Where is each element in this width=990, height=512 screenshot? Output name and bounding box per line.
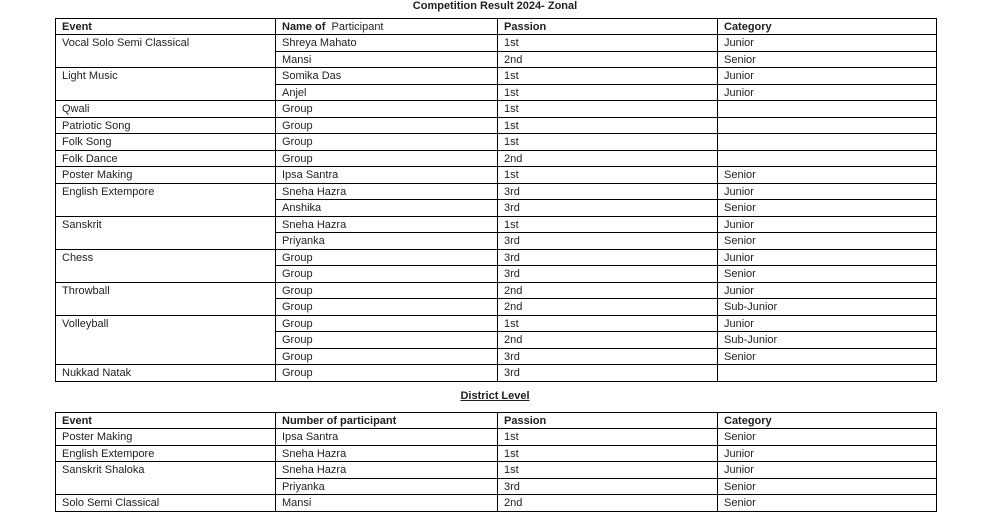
- table-row: [56, 167, 937, 184]
- category-cell: Senior: [718, 200, 937, 217]
- passion-cell: 2nd: [498, 51, 718, 68]
- category-cell: Junior: [718, 183, 937, 200]
- category-cell: Junior: [718, 35, 937, 52]
- column-header: [56, 19, 276, 35]
- district-level-heading: District Level: [460, 390, 530, 402]
- category-cell: Sub-Junior: [718, 332, 937, 349]
- passion-cell: 1st: [498, 117, 718, 134]
- district-table-header: [56, 413, 937, 429]
- passion-cell: 1st: [498, 35, 718, 52]
- passion-cell: 1st: [498, 101, 718, 118]
- table-row: [56, 249, 937, 266]
- event-cell: Sanskrit: [56, 216, 276, 249]
- table-row: [56, 445, 937, 462]
- category-cell: Junior: [718, 84, 937, 101]
- participant-cell: Group: [276, 348, 498, 365]
- category-cell: Senior: [718, 478, 937, 495]
- passion-cell: 1st: [498, 315, 718, 332]
- event-cell: Nukkad Natak: [56, 365, 276, 382]
- event-cell: Sanskrit Shaloka: [56, 462, 276, 495]
- event-cell: Patriotic Song: [56, 117, 276, 134]
- participant-cell: Anjel: [276, 84, 498, 101]
- participant-cell: Group: [276, 134, 498, 151]
- column-header-text: Event: [62, 415, 92, 427]
- column-header-text: Event: [62, 21, 92, 33]
- category-cell: Senior: [718, 429, 937, 446]
- passion-cell: 3rd: [498, 348, 718, 365]
- table-row: [56, 462, 937, 479]
- category-cell: Junior: [718, 282, 937, 299]
- category-cell: Junior: [718, 445, 937, 462]
- passion-cell: 2nd: [498, 299, 718, 316]
- category-cell: Senior: [718, 348, 937, 365]
- category-cell: Senior: [718, 167, 937, 184]
- category-cell: Senior: [718, 51, 937, 68]
- participant-cell: Mansi: [276, 495, 498, 512]
- event-cell: Qwali: [56, 101, 276, 118]
- category-cell: Junior: [718, 68, 937, 85]
- participant-cell: Group: [276, 315, 498, 332]
- category-cell: Junior: [718, 216, 937, 233]
- column-header-text: Category: [724, 21, 772, 33]
- category-cell: Junior: [718, 249, 937, 266]
- participant-cell: Group: [276, 266, 498, 283]
- category-cell: Junior: [718, 315, 937, 332]
- category-cell: [718, 150, 937, 167]
- participant-cell: Group: [276, 101, 498, 118]
- event-cell: Solo Semi Classical: [56, 495, 276, 512]
- passion-cell: 2nd: [498, 332, 718, 349]
- participant-cell: Priyanka: [276, 233, 498, 250]
- table-row: [56, 68, 937, 85]
- table-row: [56, 101, 937, 118]
- event-cell: Throwball: [56, 282, 276, 315]
- passion-cell: 3rd: [498, 365, 718, 382]
- event-cell: Folk Dance: [56, 150, 276, 167]
- column-header: [498, 413, 718, 429]
- participant-cell: Somika Das: [276, 68, 498, 85]
- page-title: Competition Result 2024- Zonal: [412, 0, 578, 12]
- category-cell: Sub-Junior: [718, 299, 937, 316]
- column-header-text: Participant: [325, 21, 384, 33]
- zonal-table-body: [56, 35, 937, 382]
- category-cell: [718, 101, 937, 118]
- column-header: [498, 19, 718, 35]
- participant-cell: Group: [276, 117, 498, 134]
- table-row: [56, 216, 937, 233]
- participant-cell: Group: [276, 150, 498, 167]
- table-row: [56, 365, 937, 382]
- table-row: [56, 134, 937, 151]
- event-cell: Light Music: [56, 68, 276, 101]
- category-cell: Senior: [718, 233, 937, 250]
- event-cell: Poster Making: [56, 167, 276, 184]
- table-row: [56, 150, 937, 167]
- participant-cell: Group: [276, 299, 498, 316]
- column-header: [56, 413, 276, 429]
- participant-cell: Ipsa Santra: [276, 167, 498, 184]
- participant-cell: Sneha Hazra: [276, 462, 498, 479]
- table-row: [56, 117, 937, 134]
- category-cell: Senior: [718, 495, 937, 512]
- column-header: [718, 413, 937, 429]
- table-row: [56, 315, 937, 332]
- table-row: [56, 35, 937, 52]
- table-row: [56, 429, 937, 446]
- passion-cell: 1st: [498, 167, 718, 184]
- header-row: [56, 19, 937, 35]
- header-row: [56, 413, 937, 429]
- event-cell: Folk Song: [56, 134, 276, 151]
- passion-cell: 1st: [498, 134, 718, 151]
- column-header-text: Passion: [504, 415, 547, 427]
- participant-cell: Group: [276, 365, 498, 382]
- passion-cell: 2nd: [498, 495, 718, 512]
- column-header-text: Category: [724, 415, 772, 427]
- table-row: [56, 282, 937, 299]
- event-cell: Poster Making: [56, 429, 276, 446]
- participant-cell: Group: [276, 249, 498, 266]
- event-cell: English Extempore: [56, 445, 276, 462]
- zonal-results-table: [55, 18, 937, 382]
- participant-cell: Group: [276, 282, 498, 299]
- participant-cell: Sneha Hazra: [276, 183, 498, 200]
- passion-cell: 3rd: [498, 266, 718, 283]
- category-cell: Senior: [718, 266, 937, 283]
- zonal-table-header: [56, 19, 937, 35]
- participant-cell: Anshika: [276, 200, 498, 217]
- passion-cell: 3rd: [498, 233, 718, 250]
- passion-cell: 3rd: [498, 249, 718, 266]
- table-row: [56, 183, 937, 200]
- passion-cell: 1st: [498, 429, 718, 446]
- column-header: [276, 413, 498, 429]
- passion-cell: 1st: [498, 462, 718, 479]
- district-table-body: [56, 429, 937, 512]
- event-cell: Chess: [56, 249, 276, 282]
- column-header-text: Passion: [504, 21, 547, 33]
- event-cell: English Extempore: [56, 183, 276, 216]
- passion-cell: 1st: [498, 445, 718, 462]
- participant-cell: Ipsa Santra: [276, 429, 498, 446]
- event-cell: Volleyball: [56, 315, 276, 365]
- participant-cell: Sneha Hazra: [276, 445, 498, 462]
- passion-cell: 1st: [498, 84, 718, 101]
- event-cell: Vocal Solo Semi Classical: [56, 35, 276, 68]
- participant-cell: Shreya Mahato: [276, 35, 498, 52]
- participant-cell: Sneha Hazra: [276, 216, 498, 233]
- passion-cell: 2nd: [498, 282, 718, 299]
- table-row: [56, 495, 937, 512]
- category-cell: [718, 117, 937, 134]
- participant-cell: Group: [276, 332, 498, 349]
- district-results-table: [55, 412, 937, 512]
- column-header: [718, 19, 937, 35]
- column-header-text: Name of: [282, 21, 326, 33]
- participant-cell: Priyanka: [276, 478, 498, 495]
- passion-cell: 1st: [498, 68, 718, 85]
- passion-cell: 1st: [498, 216, 718, 233]
- category-cell: [718, 134, 937, 151]
- column-header-text: Number of participant: [282, 415, 397, 427]
- passion-cell: 3rd: [498, 200, 718, 217]
- participant-cell: Mansi: [276, 51, 498, 68]
- passion-cell: 3rd: [498, 183, 718, 200]
- passion-cell: 3rd: [498, 478, 718, 495]
- category-cell: [718, 365, 937, 382]
- column-header: [276, 19, 498, 35]
- passion-cell: 2nd: [498, 150, 718, 167]
- category-cell: Junior: [718, 462, 937, 479]
